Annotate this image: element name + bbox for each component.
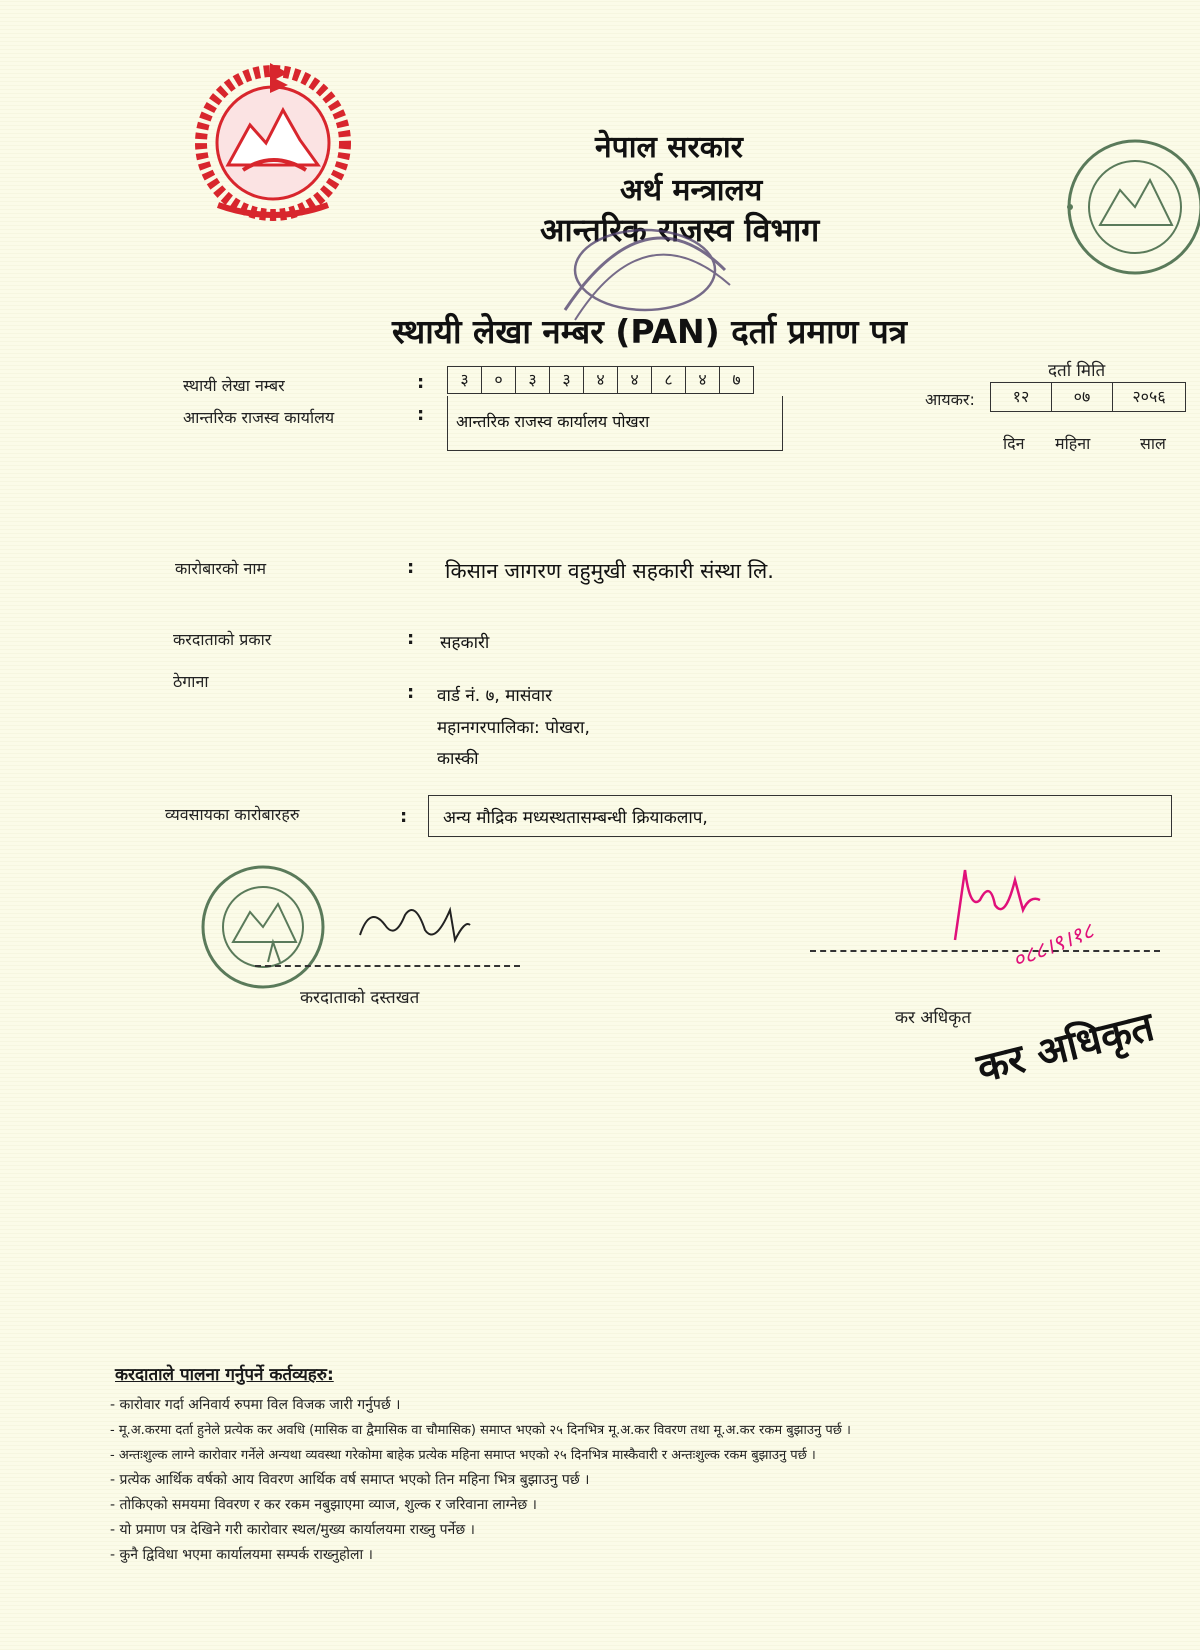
office-value-box <box>447 396 783 451</box>
pan-digit: ४ <box>618 367 652 393</box>
income-tax-label: आयकर: <box>925 390 975 409</box>
pan-number-box <box>447 366 754 394</box>
officer-signature-icon <box>945 850 1045 950</box>
day-label: दिन <box>1003 434 1025 453</box>
month-label: महिना <box>1055 434 1091 453</box>
taxpayer-signature-line <box>255 965 520 967</box>
business-name: किसान जागरण वहुमुखी सहकारी संस्था लि. <box>445 559 774 583</box>
office-colon: : <box>417 404 425 425</box>
business-name-label: कारोबारको नाम <box>175 559 267 578</box>
business-name-colon: : <box>407 557 415 578</box>
date-month: ०७ <box>1052 383 1113 411</box>
activities-colon: : <box>400 806 408 827</box>
date-day: १२ <box>991 383 1052 411</box>
address-colon: : <box>407 682 415 703</box>
pan-digit: ३ <box>516 367 550 393</box>
pan-digit: ३ <box>550 367 584 393</box>
taxpayer-type-label: करदाताको प्रकार <box>173 630 272 649</box>
activities-value: अन्य मौद्रिक मध्यस्थतासम्बन्धी क्रियाकलाप, <box>443 808 708 828</box>
duties-title: करदाताले पालना गर्नुपर्ने कर्तव्यहरु: <box>115 1365 334 1385</box>
address-label: ठेगाना <box>173 672 209 691</box>
duty-item: - मू.अ.करमा दर्ता हुनेले प्रत्येक कर अवधि (मासिक वा द्वैमासिक वा चौमासिक) समाप्त भएको २५ दिनभित्र मू.अ.कर विवरण तथा मू.अ.कर रकम बुझाउनु पर्छ । <box>110 1423 851 1438</box>
office-value: आन्तरिक राजस्व कार्यालय पोखरा <box>456 412 650 431</box>
officer-stamp: कर अधिकृत <box>972 1003 1159 1093</box>
pan-colon: : <box>417 372 425 393</box>
duty-item: - यो प्रमाण पत्र देखिने गरी कारोवार स्थल/मुख्य कार्यालयमा राख्नु पर्नेछ । <box>110 1522 475 1538</box>
pan-digit: ३ <box>448 367 482 393</box>
pan-digit: ८ <box>652 367 686 393</box>
taxpayer-seal-icon <box>198 862 328 992</box>
taxpayer-signature-label: करदाताको दस्तखत <box>300 988 420 1008</box>
pan-label: स्थायी लेखा नम्बर <box>183 376 285 395</box>
ministry-name: अर्थ मन्त्रालय <box>620 173 763 208</box>
handwritten-date: ०८८।९।१८ <box>1008 918 1098 974</box>
registration-date-box <box>990 382 1186 412</box>
duty-item: - अन्तःशुल्क लाग्ने कारोवार गर्नेले अन्यथा व्यवस्था गरेकोमा बाहेक प्रत्येक महिना समाप्त भएको २५ दिनभित्र मास्कैवारी र अन्तःशुल्क रकम बुझाउनु पर्छ । <box>110 1448 816 1463</box>
nepal-emblem-icon <box>188 55 358 225</box>
duty-item: - प्रत्येक आर्थिक वर्षको आय विवरण आर्थिक वर्ष समाप्त भएको तिन महिना भित्र बुझाउनु पर्छ । <box>110 1472 590 1488</box>
duty-item: - कारोवार गर्दा अनिवार्य रुपमा विल विजक जारी गर्नुपर्छ । <box>110 1397 401 1413</box>
pan-digit: ४ <box>686 367 720 393</box>
taxpayer-type: सहकारी <box>440 633 490 653</box>
pan-digit: ७ <box>732 370 741 389</box>
pan-digit: ४ <box>584 367 618 393</box>
registration-date-label: दर्ता मिति <box>1048 361 1106 381</box>
pan-digit: ० <box>482 367 516 393</box>
date-year: २०५६ <box>1132 387 1166 406</box>
taxpayer-signature-icon <box>355 900 475 950</box>
duty-item: - तोकिएको समयमा विवरण र कर रकम नबुझाएमा व्याज, शुल्क र जरिवाना लाग्नेछ । <box>110 1497 537 1513</box>
tax-officer-label: कर अधिकृत <box>895 1008 972 1028</box>
taxpayer-type-colon: : <box>407 628 415 649</box>
officer-signature-line <box>810 950 1160 952</box>
department-name: आन्तरिक राजस्व विभाग <box>540 211 820 249</box>
activities-label: व्यवसायका कारोबारहरु <box>165 805 300 824</box>
address-line-1: वार्ड नं. ७, मासंवार <box>437 686 553 706</box>
activities-box <box>428 795 1172 837</box>
duty-item: - कुनै द्विविधा भएमा कार्यालयमा सम्पर्क राख्नुहोला । <box>110 1547 373 1563</box>
cooperative-stamp-icon <box>1060 135 1200 285</box>
office-label: आन्तरिक राजस्व कार्यालय <box>183 408 335 427</box>
address-line-3: कास्की <box>437 749 479 769</box>
government-name: नेपाल सरकार <box>595 130 743 165</box>
address-line-2: महानगरपालिका: पोखरा, <box>437 718 590 738</box>
certificate-title: स्थायी लेखा नम्बर (PAN) दर्ता प्रमाण पत्र <box>392 312 907 351</box>
year-label: साल <box>1140 434 1166 453</box>
